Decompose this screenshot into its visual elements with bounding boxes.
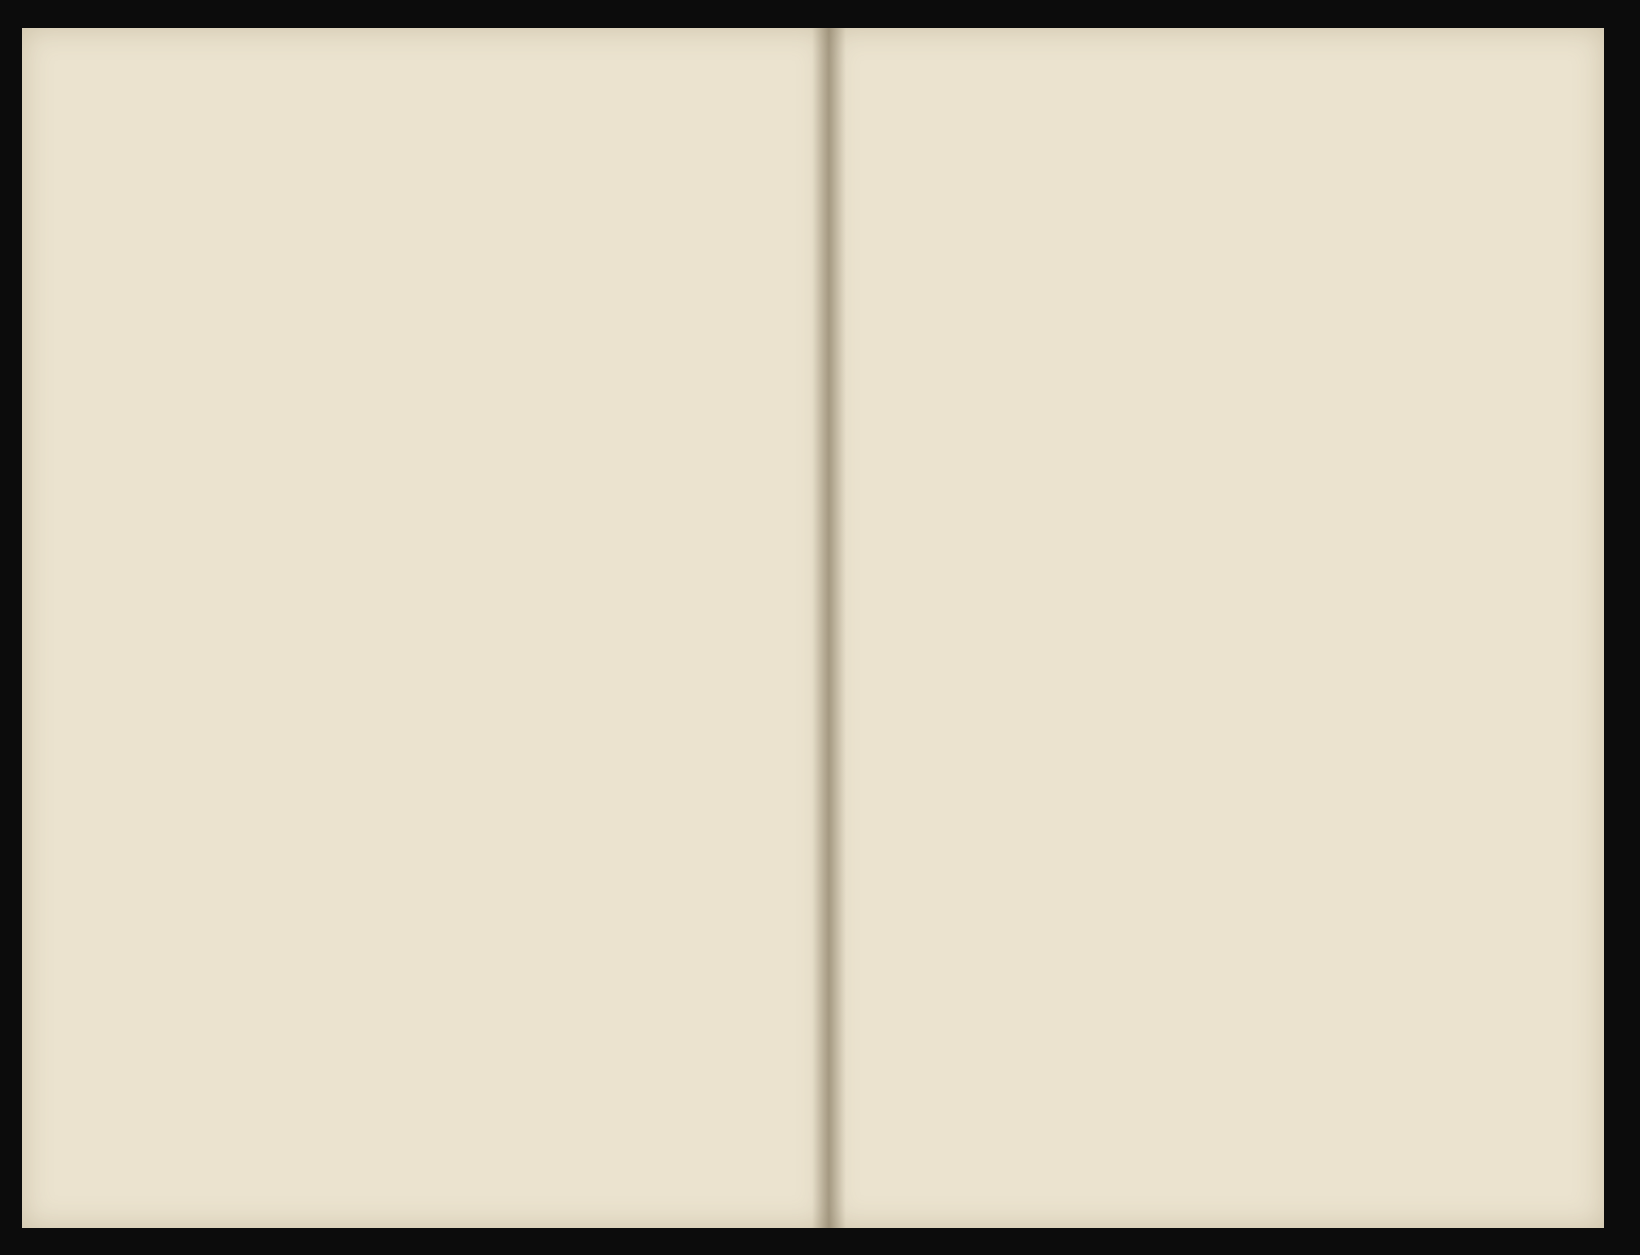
right-page bbox=[828, 28, 1604, 1228]
left-page bbox=[22, 28, 828, 1228]
book-spine bbox=[812, 28, 846, 1228]
